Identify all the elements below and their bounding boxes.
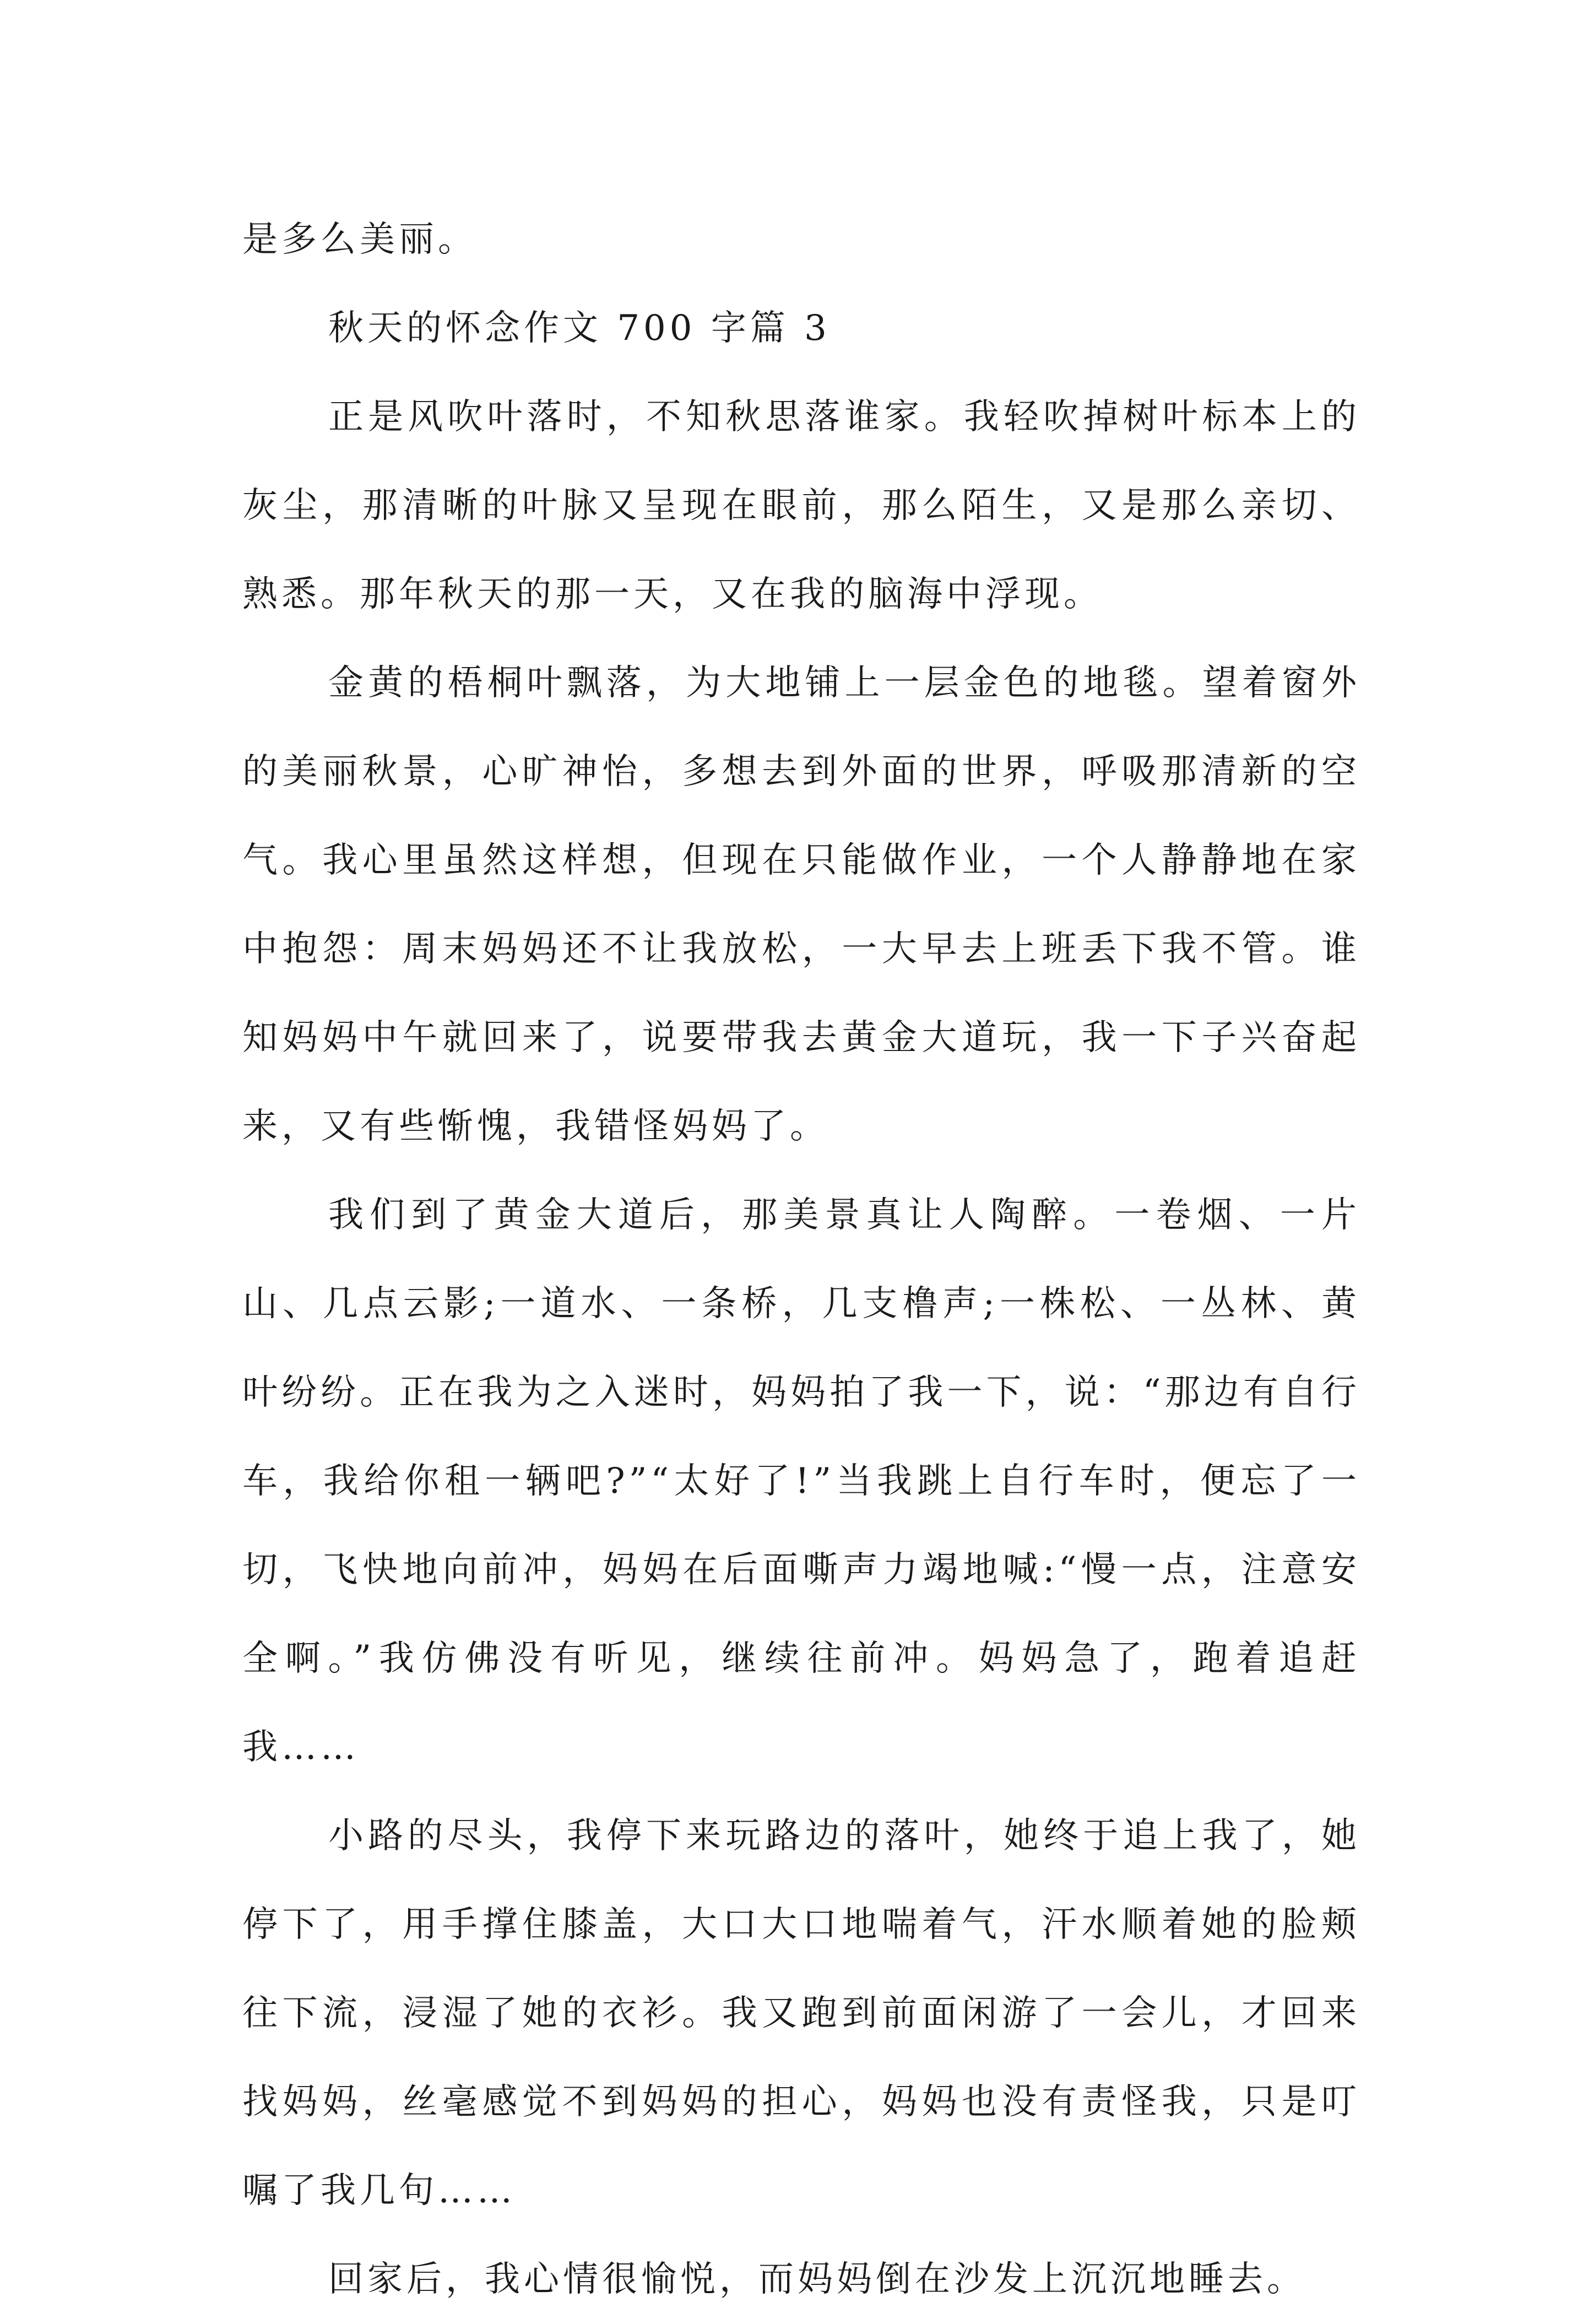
- paragraph: 我们到了黄金大道后，那美景真让人陶醉。一卷烟、一片山、几点云影;一道水、一条桥，几支橹声;一株松、一丛林、黄叶纷纷。正在我为之入迷时，妈妈拍了我一下，说：“那边有自行车，我给你租一辆吧?”“太好了!”当我跳上自行车时，便忘了一切，飞快地向前冲，妈妈在后面嘶声力竭地喊:“慢一点，注意安全啊。”我仿佛没有听见，继续往前冲。妈妈急了，跑着追赶我……: [242, 1195, 1360, 1768]
- lead-line: 是多么美丽。: [242, 219, 477, 260]
- section-heading: 秋天的怀念作文 700 字篇 3: [328, 308, 831, 349]
- paragraph: 回家后，我心情很愉悦，而妈妈倒在沙发上沉沉地睡去。: [328, 2259, 1306, 2300]
- paragraph: 小路的尽头，我停下来玩路边的落叶，她终于追上我了，她停下了，用手撑住膝盖，大口大口地喘着气，汗水顺着她的脸颊往下流，浸湿了她的衣衫。我又跑到前面闲游了一会儿，才回来找妈妈，丝毫感觉不到妈妈的担心，妈妈也没有责怪我，只是叮嘱了我几句……: [242, 1816, 1360, 2211]
- paragraph: 金黄的梧桐叶飘落，为大地铺上一层金色的地毯。望着窗外的美丽秋景，心旷神怡，多想去到外面的世界，呼吸那清新的空气。我心里虽然这样想，但现在只能做作业，一个人静静地在家中抱怨：周末妈妈还不让我放松，一大早去上班丢下我不管。谁知妈妈中午就回来了，说要带我去黄金大道玩，我一下子兴奋起来，又有些惭愧，我错怪妈妈了。: [242, 663, 1360, 1147]
- paragraph: 正是风吹叶落时，不知秋思落谁家。我轻吹掉树叶标本上的灰尘，那清晰的叶脉又呈现在眼前，那么陌生，又是那么亲切、熟悉。那年秋天的那一天，又在我的脑海中浮现。: [242, 397, 1360, 615]
- document-body: [242, 196, 1360, 2324]
